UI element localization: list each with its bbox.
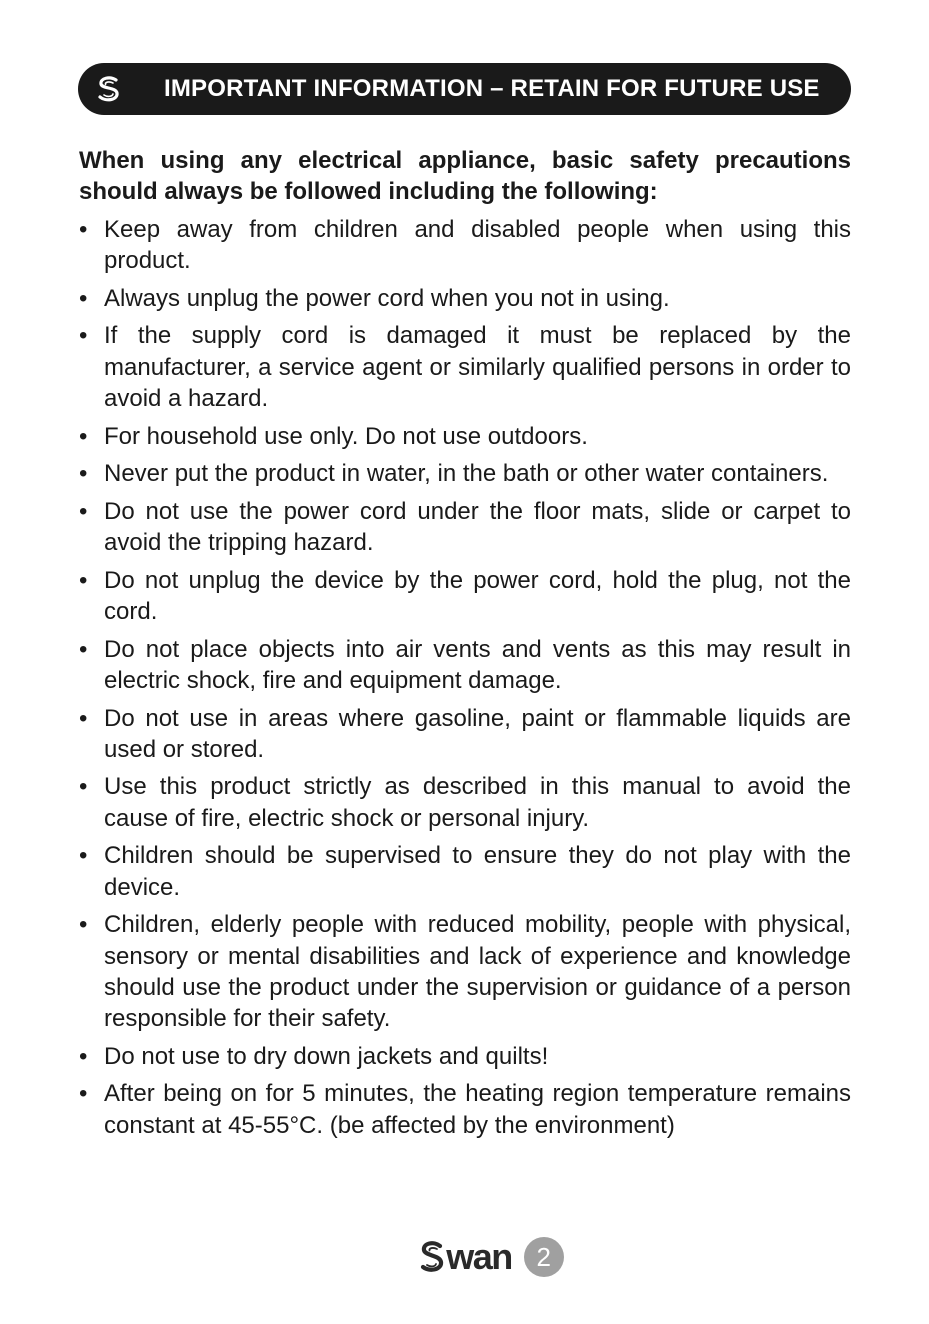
bullet-dot: •: [79, 1042, 88, 1070]
list-item: [79, 909, 851, 1034]
bullet-dot: •: [79, 422, 88, 450]
intro-paragraph: When using any electrical appliance, basic safety precautions should always be followed including the following:: [79, 147, 851, 205]
list-item: [79, 496, 851, 559]
brand-name: wan: [446, 1236, 512, 1277]
bullet-dot: •: [79, 566, 88, 594]
list-item: [79, 771, 851, 834]
bullet-dot: •: [79, 216, 88, 243]
list-item-text: Children should be supervised to ensure they do not play with the device.: [104, 842, 851, 901]
list-item: [79, 1041, 851, 1072]
header-banner: [78, 63, 851, 115]
bullet-dot: •: [79, 284, 88, 312]
page-footer: [0, 1236, 929, 1278]
list-item: [79, 1078, 851, 1141]
bullet-dot: •: [79, 911, 88, 939]
list-item-text: Do not unplug the device by the power cord, hold the plug, not the cord.: [104, 566, 851, 626]
list-item-text: For household use only. Do not use outdoors.: [104, 422, 588, 450]
list-item: [79, 458, 851, 489]
brand-logo: [419, 1236, 512, 1278]
bullet-dot: •: [79, 842, 88, 870]
list-item-text: Always unplug the power cord when you not in using.: [104, 284, 670, 312]
list-item-text: Do not use the power cord under the floor mats, slide or carpet to avoid the tripping hazard.: [104, 497, 851, 557]
bullet-dot: •: [79, 635, 88, 663]
swan-logo-icon: [90, 70, 128, 108]
bullet-dot: •: [79, 460, 88, 488]
safety-list: [79, 214, 851, 1147]
page-number-badge: 2: [524, 1237, 564, 1277]
list-item: [79, 840, 851, 903]
swan-s-icon: [419, 1239, 445, 1275]
list-item-text: Children, elderly people with reduced mobility, people with physical, sensory or mental disabilities and lack of experience and knowledge should use the product under the supervision or guidance of a person responsible for their safety.: [104, 911, 851, 1033]
list-item: [79, 320, 851, 414]
list-item-text: After being on for 5 minutes, the heating region temperature remains constant at 45-55°C. (be affected by the environment): [104, 1080, 851, 1139]
list-item-text: Do not place objects into air vents and vents as this may result in electric shock, fire and equipment damage.: [104, 635, 851, 694]
list-item-text: Use this product strictly as described in this manual to avoid the cause of fire, electric shock or personal injury.: [104, 773, 851, 832]
list-item: [79, 283, 851, 314]
list-item: [79, 565, 851, 628]
list-item-text: Keep away from children and disabled people when using this product.: [104, 216, 851, 275]
bullet-dot: •: [79, 497, 88, 525]
bullet-dot: •: [79, 773, 88, 801]
list-item: [79, 421, 851, 452]
list-item: [79, 634, 851, 697]
list-item-text: Never put the product in water, in the bath or other water containers.: [104, 460, 829, 488]
list-item-text: Do not use to dry down jackets and quilts!: [104, 1042, 549, 1070]
bullet-dot: •: [79, 704, 88, 732]
list-item: [79, 703, 851, 766]
bullet-dot: •: [79, 322, 88, 350]
bullet-dot: •: [79, 1080, 88, 1108]
list-item-text: If the supply cord is damaged it must be replaced by the manufacturer, a service agent or similarly qualified persons in order to avoid a hazard.: [104, 322, 851, 413]
list-item: [79, 214, 851, 277]
header-title: IMPORTANT INFORMATION – RETAIN FOR FUTURE USE: [164, 75, 820, 102]
list-item-text: Do not use in areas where gasoline, paint or flammable liquids are used or stored.: [104, 704, 851, 763]
